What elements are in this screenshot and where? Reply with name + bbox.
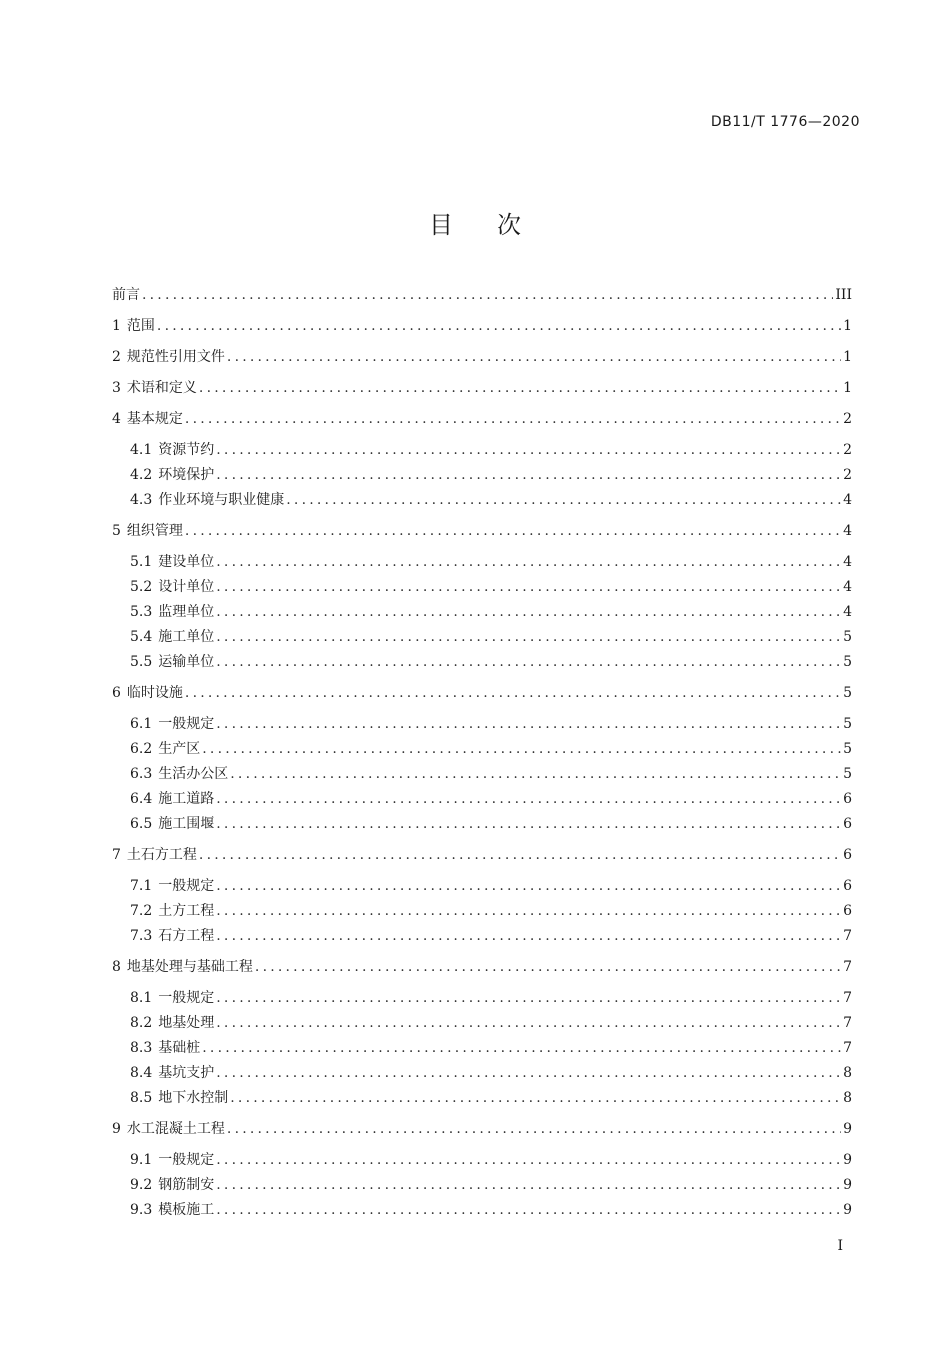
dot-leader xyxy=(227,348,841,366)
toc-entry[interactable] xyxy=(112,902,852,920)
toc-entry-number: 6.3 xyxy=(130,766,153,782)
dot-leader xyxy=(216,815,841,833)
toc-entry-page: III xyxy=(835,287,852,303)
toc-entry-page: 9 xyxy=(843,1121,852,1137)
toc-entry-number: 6 xyxy=(112,685,121,701)
toc-entry-label xyxy=(130,1064,214,1082)
toc-entry-page: 5 xyxy=(843,629,852,645)
dot-leader xyxy=(185,410,841,428)
toc-entry-page: 6 xyxy=(843,847,852,863)
toc-entry-label xyxy=(130,1039,200,1057)
toc-entry-label xyxy=(130,466,214,484)
toc-entry-label xyxy=(130,441,214,459)
toc-entry-number: 3 xyxy=(112,380,121,396)
document-code: DB11/T 1776—2020 xyxy=(710,114,860,130)
toc-entry-number: 9.2 xyxy=(130,1177,153,1193)
toc-entry-page: 4 xyxy=(843,579,852,595)
toc-entry-title: 环境保护 xyxy=(158,467,215,483)
toc-entry-number: 8.3 xyxy=(130,1040,153,1056)
toc-entry-page: 1 xyxy=(843,349,852,365)
toc-entry-number: 8 xyxy=(112,959,121,975)
toc-entry-title: 资源节约 xyxy=(158,442,215,458)
toc-entry-title: 土方工程 xyxy=(158,903,215,919)
toc-entry-page: 7 xyxy=(843,1015,852,1031)
toc-entry-label xyxy=(130,989,214,1007)
toc-entry-number: 5.3 xyxy=(130,604,153,620)
toc-entry-label xyxy=(130,715,214,733)
toc-entry-number: 8.2 xyxy=(130,1015,153,1031)
toc-entry-page: 6 xyxy=(843,878,852,894)
toc-entry-label xyxy=(112,1120,225,1138)
page-number: I xyxy=(837,1238,843,1254)
toc-entry-number: 5.1 xyxy=(130,554,153,570)
toc-entry-title: 一般规定 xyxy=(158,716,215,732)
toc-entry-number: 9.3 xyxy=(130,1202,153,1218)
toc-entry-page: 8 xyxy=(843,1090,852,1106)
toc-entry-label xyxy=(112,348,225,366)
toc-entry-title: 石方工程 xyxy=(158,928,215,944)
toc-entry-number: 4.2 xyxy=(130,467,153,483)
toc-entry-label xyxy=(112,379,197,397)
toc-entry[interactable] xyxy=(112,379,852,397)
toc-entry[interactable] xyxy=(112,286,852,304)
toc-entry-number: 4.3 xyxy=(130,492,153,508)
toc-entry[interactable] xyxy=(112,653,852,671)
dot-leader xyxy=(216,1151,841,1169)
toc-entry-title: 基坑支护 xyxy=(158,1065,215,1081)
dot-leader xyxy=(202,1039,841,1057)
toc-entry[interactable] xyxy=(112,578,852,596)
toc-entry[interactable] xyxy=(112,522,852,540)
toc-entry-label xyxy=(130,902,214,920)
toc-entry-label xyxy=(130,653,214,671)
toc-entry-title: 前言 xyxy=(112,287,140,303)
toc-entry[interactable] xyxy=(112,491,852,509)
dot-leader xyxy=(216,715,841,733)
toc-entry-title: 施工围堰 xyxy=(158,816,215,832)
toc-entry[interactable] xyxy=(112,790,852,808)
toc-entry-title: 施工道路 xyxy=(158,791,215,807)
toc-entry[interactable] xyxy=(112,1176,852,1194)
toc-entry-label xyxy=(112,684,183,702)
toc-entry-page: 5 xyxy=(843,716,852,732)
toc-entry-page: 7 xyxy=(843,959,852,975)
toc-entry-label xyxy=(130,578,214,596)
toc-entry[interactable] xyxy=(112,715,852,733)
toc-entry-title: 术语和定义 xyxy=(126,380,197,396)
toc-entry-title: 一般规定 xyxy=(158,878,215,894)
dot-leader xyxy=(199,846,841,864)
toc-entry-page: 7 xyxy=(843,990,852,1006)
toc-entry-label xyxy=(112,317,155,335)
dot-leader xyxy=(216,653,841,671)
toc-entry-number: 8.4 xyxy=(130,1065,153,1081)
toc-entry[interactable] xyxy=(112,410,852,428)
toc-entry-number: 6.2 xyxy=(130,741,153,757)
dot-leader xyxy=(227,1120,841,1138)
toc-entry[interactable] xyxy=(112,989,852,1007)
toc-entry-number: 7.2 xyxy=(130,903,153,919)
toc-entry-page: 4 xyxy=(843,604,852,620)
toc-entry-number: 7 xyxy=(112,847,121,863)
toc-entry-title: 范围 xyxy=(126,318,155,334)
dot-leader xyxy=(216,628,841,646)
dot-leader xyxy=(255,958,841,976)
toc-entry-number: 6.4 xyxy=(130,791,153,807)
toc-entry-number: 8.5 xyxy=(130,1090,153,1106)
toc-entry-label xyxy=(130,553,214,571)
toc-entry-title: 一般规定 xyxy=(158,1152,215,1168)
toc-entry-page: 1 xyxy=(843,318,852,334)
toc-entry-number: 5.4 xyxy=(130,629,153,645)
toc-entry-title: 建设单位 xyxy=(158,554,215,570)
toc-entry-title: 运输单位 xyxy=(158,654,215,670)
toc-entry[interactable] xyxy=(112,877,852,895)
toc-entry-label xyxy=(130,1014,214,1032)
toc-entry-page: 5 xyxy=(843,654,852,670)
toc-entry[interactable] xyxy=(112,466,852,484)
toc-entry-page: 6 xyxy=(843,816,852,832)
toc-entry-page: 9 xyxy=(843,1177,852,1193)
toc-entry-number: 4 xyxy=(112,411,121,427)
toc-entry[interactable] xyxy=(112,1120,852,1138)
toc-entry-title: 钢筋制安 xyxy=(158,1177,215,1193)
toc-entry[interactable] xyxy=(112,958,852,976)
toc-entry-number: 5.5 xyxy=(130,654,153,670)
dot-leader xyxy=(216,790,841,808)
toc-entry-title: 模板施工 xyxy=(158,1202,215,1218)
toc-entry[interactable] xyxy=(112,740,852,758)
toc-entry[interactable] xyxy=(112,603,852,621)
toc-entry-label xyxy=(130,603,214,621)
toc-entry[interactable] xyxy=(112,1201,852,1219)
dot-leader xyxy=(216,989,841,1007)
toc-entry[interactable] xyxy=(112,1039,852,1057)
toc-entry-number: 5.2 xyxy=(130,579,153,595)
toc-entry-number: 6.1 xyxy=(130,716,153,732)
toc-entry-label xyxy=(130,1089,228,1107)
toc-entry-title: 基础桩 xyxy=(158,1040,201,1056)
toc-entry-number: 7.1 xyxy=(130,878,153,894)
toc-entry-number: 5 xyxy=(112,523,121,539)
toc-entry-number: 1 xyxy=(112,318,121,334)
dot-leader xyxy=(185,522,841,540)
toc-entry-page: 9 xyxy=(843,1152,852,1168)
toc-entry[interactable] xyxy=(112,684,852,702)
dot-leader xyxy=(216,1014,841,1032)
toc-entry-page: 7 xyxy=(843,928,852,944)
dot-leader xyxy=(157,317,841,335)
dot-leader xyxy=(286,491,841,509)
toc-entry-title: 生产区 xyxy=(158,741,201,757)
toc-entry-label xyxy=(130,1151,214,1169)
toc-entry-number: 9.1 xyxy=(130,1152,153,1168)
toc-entry-label xyxy=(130,815,214,833)
toc-entry-number: 6.5 xyxy=(130,816,153,832)
toc-entry-label xyxy=(130,628,214,646)
toc-entry-title: 地基处理与基础工程 xyxy=(126,959,253,975)
toc-entry-label xyxy=(130,765,228,783)
toc-entry-title: 水工混凝土工程 xyxy=(126,1121,225,1137)
dot-leader xyxy=(199,379,841,397)
toc-entry[interactable] xyxy=(112,846,852,864)
toc-entry-number: 4.1 xyxy=(130,442,153,458)
toc-entry-label xyxy=(112,286,140,304)
toc-entry-page: 2 xyxy=(843,467,852,483)
toc-entry-label xyxy=(112,410,183,428)
toc-entry-title: 组织管理 xyxy=(126,523,183,539)
dot-leader xyxy=(216,578,841,596)
toc-entry[interactable] xyxy=(112,765,852,783)
toc-entry-page: 4 xyxy=(843,492,852,508)
toc-entry[interactable] xyxy=(112,553,852,571)
toc-entry-title: 基本规定 xyxy=(126,411,183,427)
toc-entry[interactable] xyxy=(112,441,852,459)
dot-leader xyxy=(216,466,841,484)
dot-leader xyxy=(216,603,841,621)
toc-entry-page: 5 xyxy=(843,741,852,757)
toc-entry-title: 土石方工程 xyxy=(126,847,197,863)
dot-leader xyxy=(185,684,841,702)
toc-entry[interactable] xyxy=(112,1014,852,1032)
toc-entry-title: 一般规定 xyxy=(158,990,215,1006)
toc-entry-label xyxy=(112,846,197,864)
toc-list xyxy=(112,286,852,1219)
toc-entry-page: 5 xyxy=(843,766,852,782)
dot-leader xyxy=(216,927,841,945)
toc-entry-number: 9 xyxy=(112,1121,121,1137)
toc-entry-label xyxy=(130,790,214,808)
toc-entry-page: 8 xyxy=(843,1065,852,1081)
toc-entry[interactable] xyxy=(112,927,852,945)
toc-entry-title: 作业环境与职业健康 xyxy=(158,492,285,508)
toc-entry-number: 8.1 xyxy=(130,990,153,1006)
dot-leader xyxy=(142,286,833,304)
toc-entry-title: 设计单位 xyxy=(158,579,215,595)
toc-entry-page: 2 xyxy=(843,442,852,458)
toc-entry[interactable] xyxy=(112,815,852,833)
dot-leader xyxy=(230,1089,841,1107)
toc-entry[interactable] xyxy=(112,1089,852,1107)
toc-entry-label xyxy=(112,958,253,976)
toc-entry-title: 施工单位 xyxy=(158,629,215,645)
toc-entry-title: 规范性引用文件 xyxy=(126,349,225,365)
toc-entry-title: 地基处理 xyxy=(158,1015,215,1031)
toc-entry-label xyxy=(130,1201,214,1219)
toc-entry-page: 1 xyxy=(843,380,852,396)
dot-leader xyxy=(216,877,841,895)
toc-entry-title: 生活办公区 xyxy=(158,766,229,782)
dot-leader xyxy=(216,553,841,571)
toc-entry-number: 2 xyxy=(112,349,121,365)
toc-entry[interactable] xyxy=(112,348,852,366)
toc-entry[interactable] xyxy=(112,317,852,335)
toc-title: 目次 xyxy=(429,211,565,239)
toc-entry[interactable] xyxy=(112,1151,852,1169)
toc-entry-number: 7.3 xyxy=(130,928,153,944)
toc-entry-page: 2 xyxy=(843,411,852,427)
toc-entry-label xyxy=(130,877,214,895)
dot-leader xyxy=(216,1201,841,1219)
toc-entry-label xyxy=(130,491,284,509)
dot-leader xyxy=(230,765,841,783)
toc-entry-label xyxy=(112,522,183,540)
toc-entry-title: 监理单位 xyxy=(158,604,215,620)
toc-entry-title: 地下水控制 xyxy=(158,1090,229,1106)
dot-leader xyxy=(216,441,841,459)
toc-entry-label xyxy=(130,740,200,758)
toc-entry-page: 4 xyxy=(843,523,852,539)
toc-entry[interactable] xyxy=(112,628,852,646)
dot-leader xyxy=(216,1176,841,1194)
toc-entry[interactable] xyxy=(112,1064,852,1082)
dot-leader xyxy=(216,1064,841,1082)
toc-entry-page: 6 xyxy=(843,903,852,919)
dot-leader xyxy=(216,902,841,920)
toc-entry-page: 4 xyxy=(843,554,852,570)
toc-entry-page: 7 xyxy=(843,1040,852,1056)
toc-entry-title: 临时设施 xyxy=(126,685,183,701)
toc-entry-page: 5 xyxy=(843,685,852,701)
dot-leader xyxy=(202,740,841,758)
toc-entry-page: 6 xyxy=(843,791,852,807)
toc-entry-label xyxy=(130,1176,214,1194)
toc-entry-label xyxy=(130,927,214,945)
toc-entry-page: 9 xyxy=(843,1202,852,1218)
